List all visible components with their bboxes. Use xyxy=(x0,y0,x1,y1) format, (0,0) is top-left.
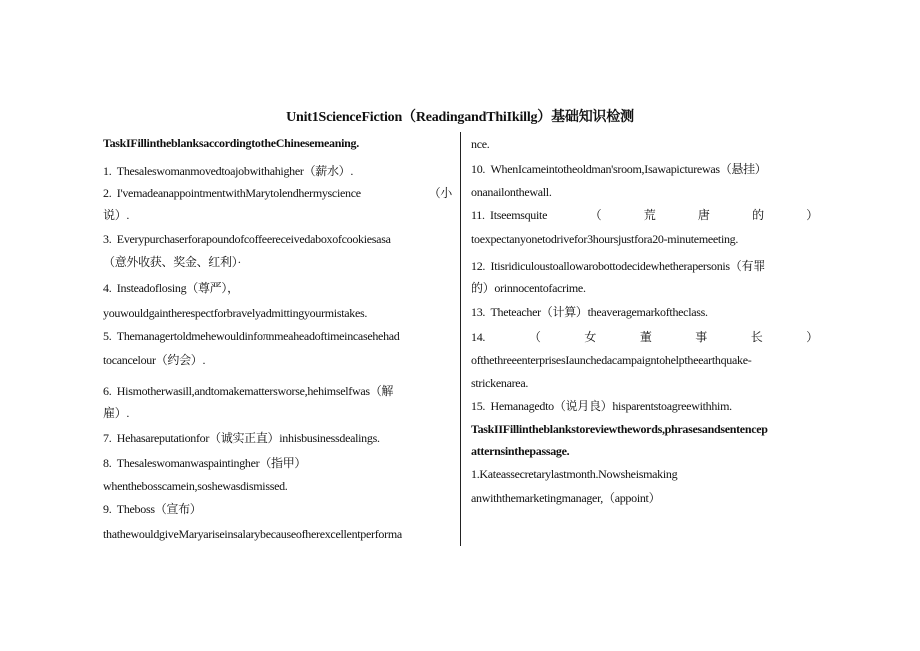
question-5-line-1: 5. Themanagertoldmehewouldinfoπnmeaheadoftimeincasehehad xyxy=(103,329,400,343)
question-9-line-1: 9. Theboss（宣布） xyxy=(103,502,202,516)
question-14-line-3: strickenarea. xyxy=(471,376,529,390)
question-8-line-2: whenthebosscamein,soshewasdismissed. xyxy=(103,479,288,493)
question-11-char-2: 唐 xyxy=(697,208,710,222)
column-divider xyxy=(460,132,461,546)
task2-question-1-line-2: anwiththemarketingmanager,（appoint） xyxy=(471,491,661,505)
page-title: Unit1ScienceFiction（ReadingandThiIkillg）基础知识检测 xyxy=(286,110,634,125)
question-11-char-1: 荒 xyxy=(643,208,656,222)
question-7: 7. Hehasareputationfor（诚实正直）inhisbusinessdealings. xyxy=(103,431,380,445)
question-14-line-2: ofthethreeenterprisesIaunchedacampaigntohelptheearthquake- xyxy=(471,353,752,367)
question-15: 15. Hemanagedto（说月良）hisparentstoagreewithhim. xyxy=(471,399,732,413)
question-3-line-1: 3. Everypurchaserforapoundofcoffeereceivedaboxofcookiesasa xyxy=(103,232,391,246)
question-2-line-1 xyxy=(103,186,452,200)
task1-heading: TaskIFillintheblanksaccordingtotheChinesemeaning. xyxy=(103,136,359,150)
question-2-line-2: 说）. xyxy=(103,208,130,222)
question-11-char-3: 的 xyxy=(752,208,764,222)
question-10-line-1: 10. WhenIcameintotheoldman'sroom,Isawapicturewas（悬挂） xyxy=(471,162,767,176)
question-6-line-2: 雇）. xyxy=(103,406,130,420)
question-1: 1. Thesaleswomanmovedtoajobwithahigher（薪水）. xyxy=(103,164,354,178)
question-14-line-1 xyxy=(471,330,818,344)
question-5-line-2: tocancelour（约会）. xyxy=(103,353,206,367)
task2-heading-line-1: TaskIIFillintheblankstoreviewthewords,phrasesandsentencep xyxy=(471,422,768,436)
question-14-char-2: 董 xyxy=(639,330,652,344)
question-2-hint: （小 xyxy=(428,186,452,200)
question-12-line-1: 12. Itisridiculoustoallowarobottodecidewhetherapersonis（有罪 xyxy=(471,259,765,273)
question-12-line-2: 的）orinnocentofacrime. xyxy=(471,281,586,295)
question-6-line-1: 6. Hismotherwasill,andtomakemattersworse,hehimselfwas（解 xyxy=(103,384,394,398)
question-4-line-1: 4. Insteadoflosing（尊严）， xyxy=(103,281,239,295)
question-11-line-2: toexpectanyonetodrivefor3hoursjustfora20-minutemeeting. xyxy=(471,232,739,246)
question-3-line-2: （意外收获、奖金、红利）· xyxy=(103,255,242,269)
question-9-line-2: thathewouldgiveMaryariseinsalarybecauseofherexcellentperforma xyxy=(103,527,402,541)
question-4-line-2: youwouldgaintherespectforbravelyadmittingyourmistakes. xyxy=(103,306,368,320)
question-8-line-1: 8. Thesaleswomanwaspaintingher（指甲） xyxy=(103,456,307,470)
question-2-text: 2. I'vemadeanappointmentwithMarytolendhermyscience xyxy=(103,186,361,200)
question-11-line-1 xyxy=(471,208,818,222)
question-14-paren-close: ） xyxy=(806,330,818,344)
question-14-paren-open: （ xyxy=(528,330,541,344)
question-14-char-3: 事 xyxy=(695,330,707,344)
question-10-line-2: onanailonthewall. xyxy=(471,185,552,199)
question-11-paren-close: ） xyxy=(806,208,818,222)
question-14-char-1: 女 xyxy=(584,330,597,344)
task2-heading-line-2: atternsinthepassage. xyxy=(471,444,570,458)
question-14-char-4: 长 xyxy=(750,330,763,344)
question-11-text: 11. Itseemsquite xyxy=(471,208,548,222)
question-11-paren-open: （ xyxy=(589,208,602,222)
question-9-continued: nce. xyxy=(471,137,490,151)
question-13: 13. Theteacher（计算）theaveragemarkoftheclass. xyxy=(471,305,708,319)
task2-question-1-line-1: 1.Kateassecretarylastmonth.Nowsheismaking xyxy=(471,467,678,481)
question-14-number: 14. xyxy=(471,330,486,344)
